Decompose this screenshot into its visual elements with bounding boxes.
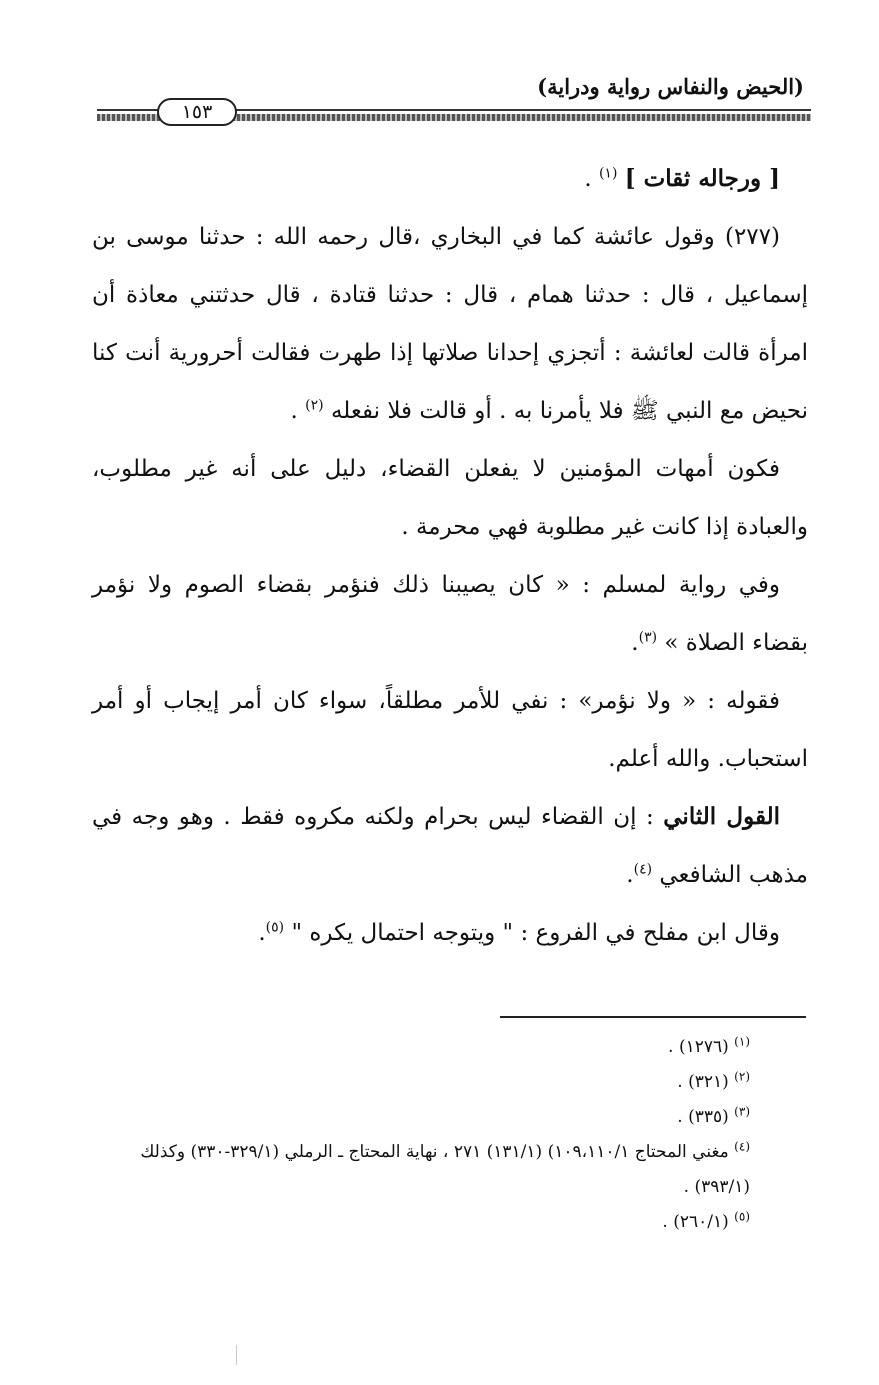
footnote-text: (١٢٧٦) .	[668, 1037, 729, 1057]
paragraph-6	[92, 788, 808, 904]
footnote-text: (٣٢١) .	[677, 1072, 729, 1092]
footnote-5	[84, 1205, 750, 1240]
paragraph-text: فكون أمهات المؤمنين لا يفعلن القضاء، دليل على أنه غير مطلوب، والعبادة إذا كانت غير مطلوبة فهي محرمة .	[92, 456, 808, 540]
footnote-ref: (٥)	[265, 919, 285, 936]
footnote-3	[84, 1100, 750, 1135]
footnote-text: (٢٦٠/١) .	[662, 1212, 729, 1232]
paragraph-5	[92, 672, 808, 788]
paragraph-2	[92, 208, 808, 440]
footnote-marker: (١)	[734, 1034, 750, 1049]
paragraph-text: فقوله : « ولا نؤمر» : نفي للأمر مطلقاً، سواء كان أمر إيجاب أو أمر استحباب. والله أعلم.	[92, 688, 808, 772]
footnote-text: (٣٣٥) .	[677, 1107, 729, 1127]
paragraph-1	[92, 150, 808, 208]
footnote-marker: (٢)	[734, 1069, 750, 1084]
footnote-ref: (٤)	[633, 861, 653, 878]
paragraph-7	[92, 904, 808, 962]
paragraph-text: (٢٧٧) وقول عائشة كما في البخاري ،قال رحمه الله : حدثنا موسى بن إسماعيل ، قال : حدثنا همام ، قال : حدثنا قتادة ، قال حدثتني معاذة أن امرأة قالت لعائشة : أتجزي إحدانا صلاتها إذا طهرت فقالت أحرورية أنت كنا نحيض مع النبي ﷺ فلا يأمرنا به . أو قالت فلا نفعله	[92, 224, 808, 424]
paragraph-text: وقال ابن مفلح في الفروع : " ويتوجه احتمال يكره "	[291, 920, 780, 946]
footnote-4	[84, 1135, 750, 1205]
footnote-marker: (٣)	[734, 1104, 750, 1119]
paragraph-end: .	[626, 862, 634, 888]
scan-artifact	[236, 1345, 237, 1365]
paragraph-3	[92, 440, 808, 556]
paragraph-lead: القول الثاني	[663, 803, 780, 830]
page-number: ١٥٣	[157, 98, 237, 126]
paragraph-text: : إن القضاء ليس بحرام ولكنه مكروه فقط . وهو وجه في مذهب الشافعي	[92, 804, 808, 888]
footnote-ref: (١)	[598, 165, 618, 182]
footnotes	[84, 1030, 750, 1240]
paragraph-text: وفي رواية لمسلم : « كان يصيبنا ذلك فنؤمر بقضاء الصوم ولا نؤمر بقضاء الصلاة »	[92, 572, 808, 656]
paragraph-end: .	[258, 920, 266, 946]
paragraph-end: .	[631, 630, 639, 656]
paragraph-end: .	[290, 398, 306, 424]
footnote-separator	[500, 1016, 806, 1018]
footnote-marker: (٥)	[734, 1209, 750, 1224]
running-header-title: (الحيض والنفاس رواية ودراية)	[537, 74, 804, 99]
paragraph-end: .	[584, 166, 599, 192]
main-text	[92, 150, 808, 962]
footnote-text: مغني المحتاج ١٠٩،١١٠/١) (١٣١/١) ٢٧١ ، نهاية المحتاج ـ الرملي (٣٢٩/١-٣٣٠) وكذلك (٣٩٣/١) .	[140, 1142, 750, 1197]
footnote-marker: (٤)	[734, 1139, 750, 1154]
footnote-2	[84, 1065, 750, 1100]
paragraph-text: [ ورجاله ثقات ]	[624, 165, 780, 192]
footnote-ref: (٣)	[638, 629, 658, 646]
footnote-1	[84, 1030, 750, 1065]
paragraph-4	[92, 556, 808, 672]
footnote-ref: (٢)	[305, 397, 324, 414]
